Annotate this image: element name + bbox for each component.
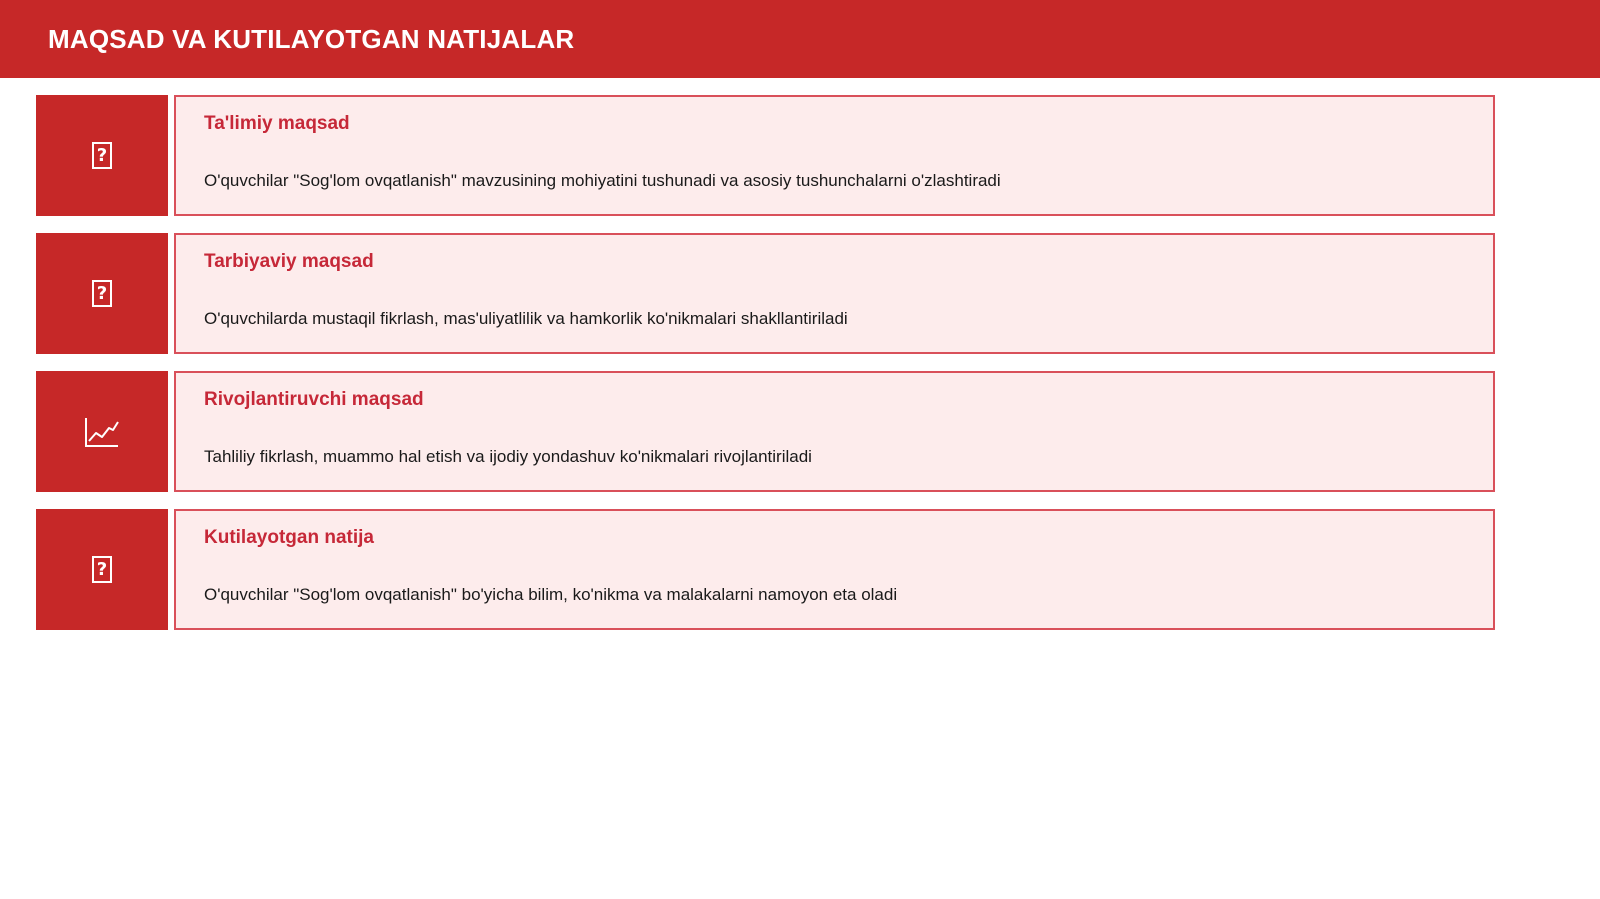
- objective-row-developmental: [36, 371, 1495, 492]
- objective-title: Rivojlantiruvchi maqsad: [204, 389, 424, 410]
- objective-description: Tahliliy fikrlash, muammo hal etish va ijodiy yondashuv ko'nikmalari rivojlantiriladi: [204, 447, 812, 466]
- objective-row-upbringing: [36, 233, 1495, 354]
- objective-card: [174, 233, 1495, 354]
- missing-glyph-icon: ?: [92, 280, 112, 307]
- missing-glyph-icon: ?: [92, 556, 112, 583]
- objective-card: [174, 371, 1495, 492]
- icon-tile: [36, 95, 168, 216]
- objective-title: Ta'limiy maqsad: [204, 113, 350, 134]
- objective-row-educational: [36, 95, 1495, 216]
- objective-description: O'quvchilar "Sog'lom ovqatlanish" mavzusining mohiyatini tushunadi va asosiy tushunchalarni o'zlashtiradi: [204, 171, 1001, 190]
- objective-description: O'quvchilar "Sog'lom ovqatlanish" bo'yicha bilim, ko'nikma va malakalarni namoyon eta oladi: [204, 585, 898, 604]
- header-bar: [0, 0, 1600, 78]
- missing-glyph-icon: ?: [92, 142, 112, 169]
- icon-tile: [36, 509, 168, 630]
- objective-description: O'quvchilarda mustaqil fikrlash, mas'uliyatlilik va hamkorlik ko'nikmalari shakllantiriladi: [204, 309, 848, 328]
- objective-row-expected-result: [36, 509, 1495, 630]
- icon-tile: [36, 371, 168, 492]
- objective-card: [174, 509, 1495, 630]
- line-chart-icon: [84, 416, 120, 448]
- objective-title: Kutilayotgan natija: [204, 527, 374, 548]
- objective-card: [174, 95, 1495, 216]
- page-title: MAQSAD VA KUTILAYOTGAN NATIJALAR: [48, 24, 575, 54]
- objective-title: Tarbiyaviy maqsad: [204, 251, 374, 272]
- icon-tile: [36, 233, 168, 354]
